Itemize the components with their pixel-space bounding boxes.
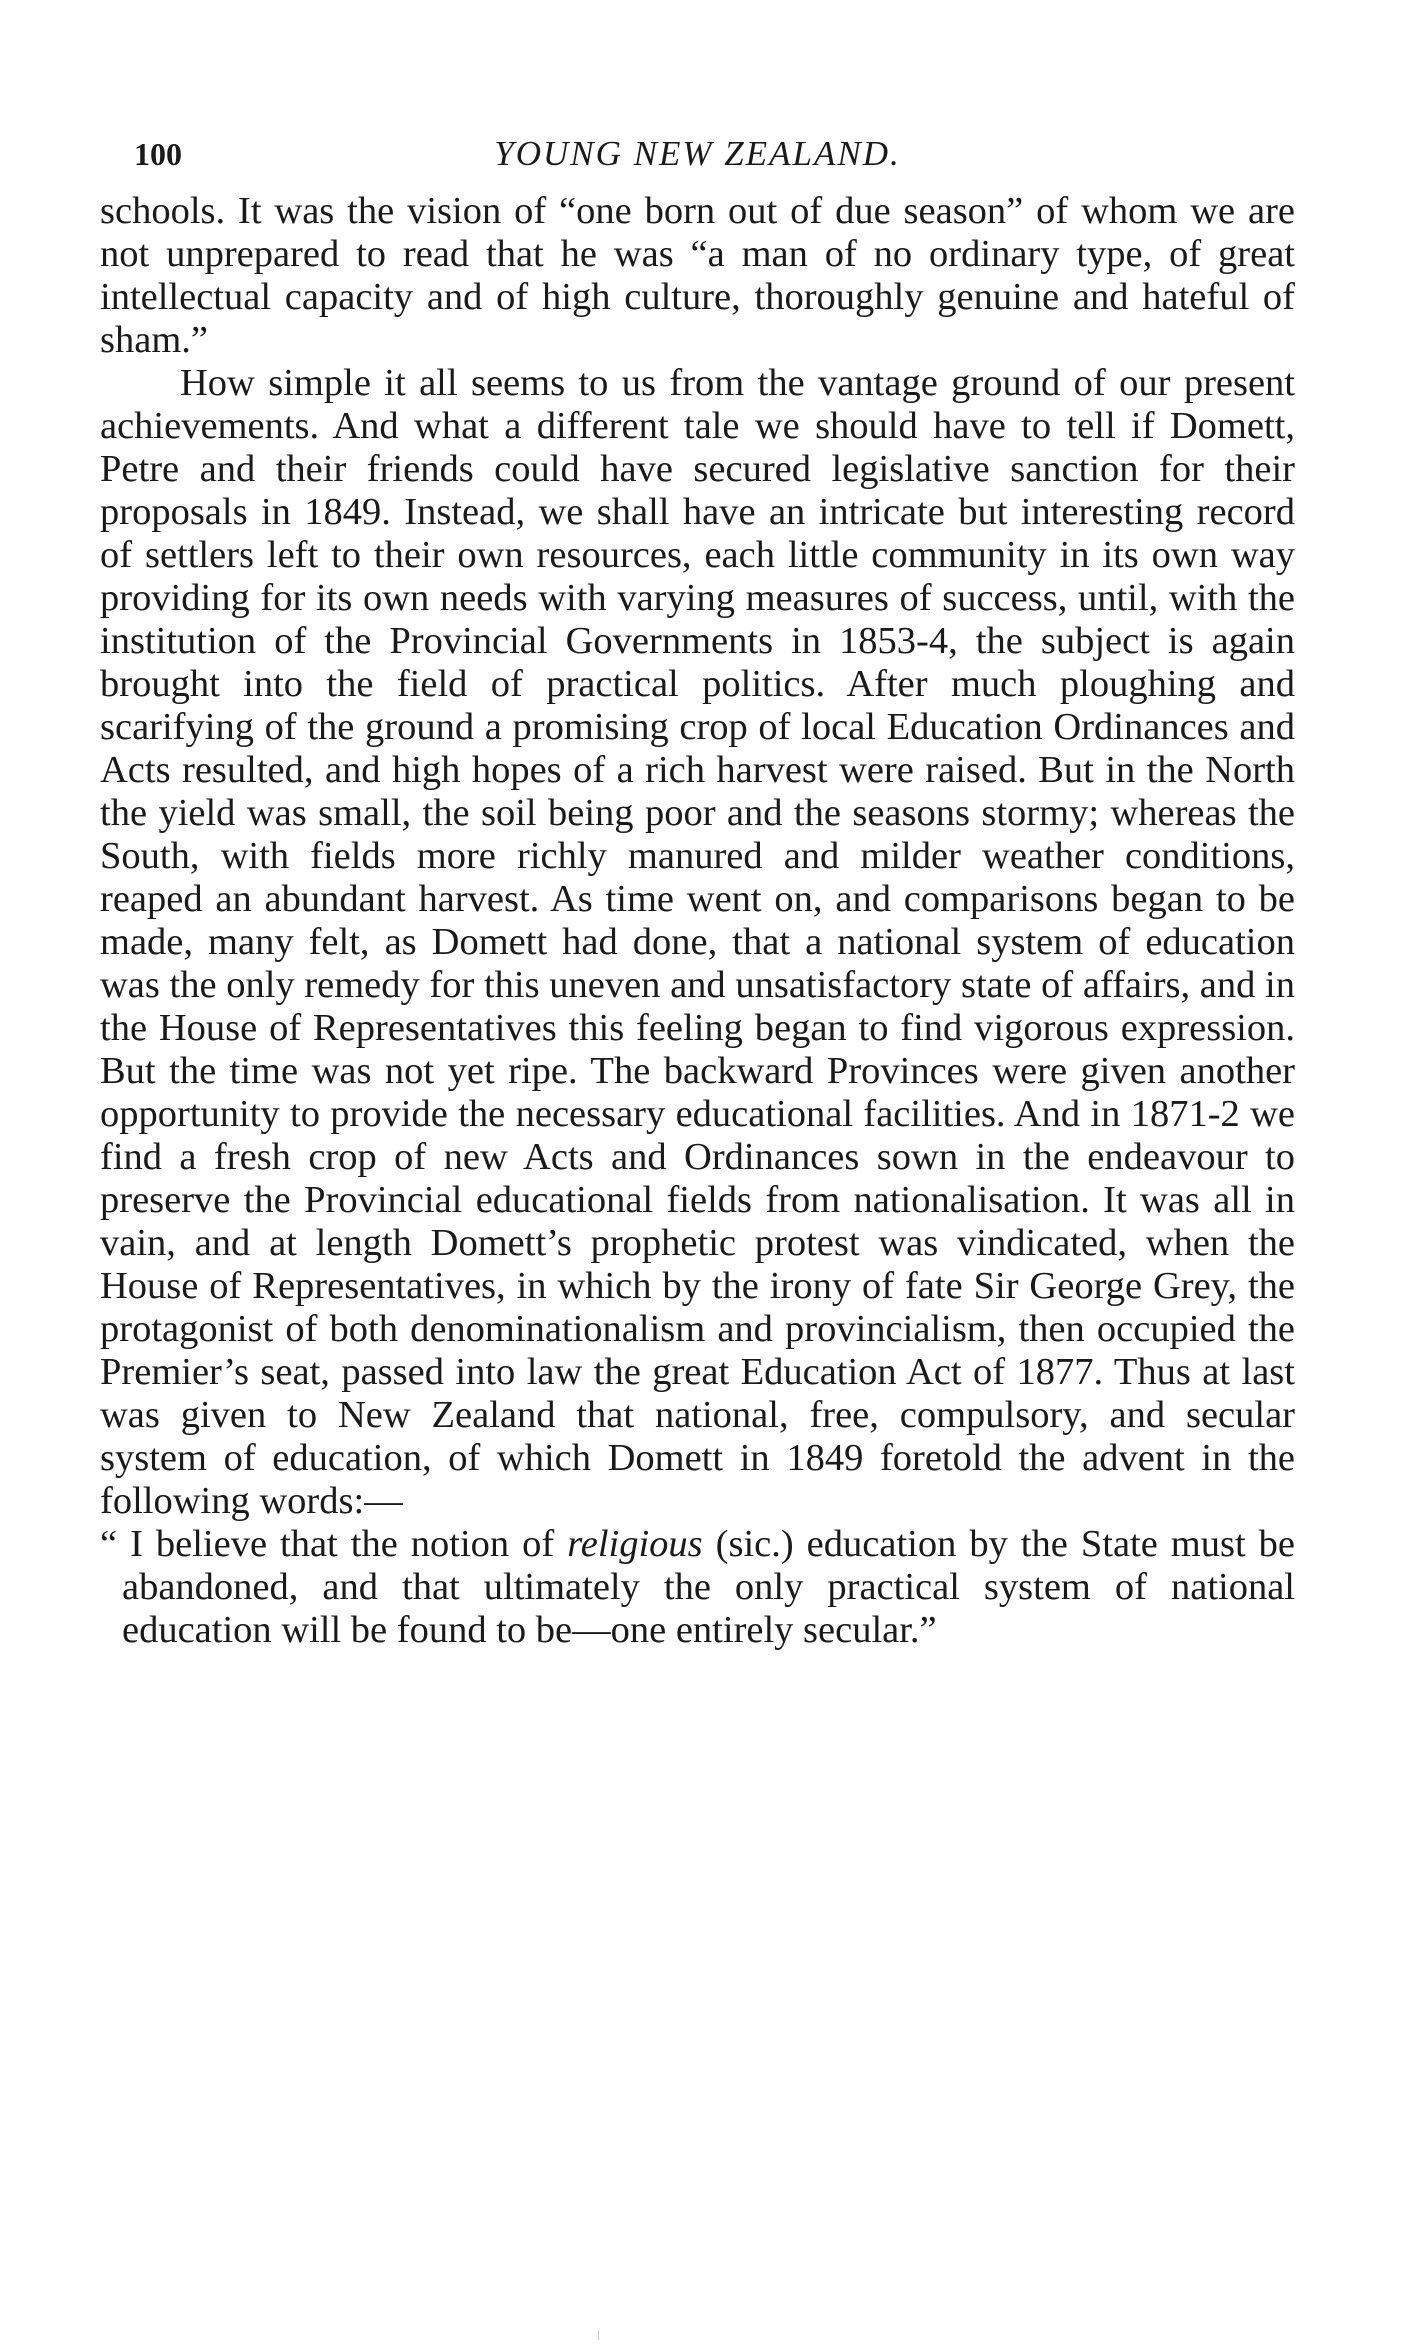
running-header xyxy=(100,130,1295,178)
page-number: 100 xyxy=(134,136,182,172)
block-quote xyxy=(100,1523,1295,1652)
paragraph-continuation: schools. It was the vision of “one born out of due season” of whom we are not unprepared to read that he was “a man of no ordinary type, of great intellectual capacity and of high culture, thoroughly genuine and hateful of sham.” xyxy=(100,190,1295,361)
page-edge-mark xyxy=(598,2330,599,2340)
book-page xyxy=(100,130,1295,1652)
quote-opening: “ I believe that the notion of xyxy=(100,1523,568,1565)
quote-emphasis: religious xyxy=(567,1523,703,1565)
running-title: YOUNG NEW ZEALAND. xyxy=(494,134,901,173)
body-text xyxy=(100,190,1295,1652)
quote-rest: (sic.) education by the State must be abandoned, and that ultimately the only practical system of national education will be found to be—one entirely secular.” xyxy=(122,1523,1295,1651)
paragraph-main: How simple it all seems to us from the vantage ground of our present achievements. And what a different tale we should have to tell if Domett, Petre and their friends could have secured legislative sanction for their proposals in 1849. Instead, we shall have an intricate but interesting record of settlers left to their own resources, each little community in its own way providing for its own needs with varying measures of success, until, with the institution of the Provincial Governments in 1853-4, the subject is again brought into the field of practical politics. After much ploughing and scarifying of the ground a promising crop of local Education Ordinances and Acts resulted, and high hopes of a rich harvest were raised. But in the North the yield was small, the soil being poor and the seasons stormy; whereas the South, with fields more richly manured and milder weather conditions, reaped an abundant harvest. As time went on, and comparisons began to be made, many felt, as Domett had done, that a national system of education was the only remedy for this uneven and unsatisfactory state of affairs, and in the House of Representatives this feeling began to find vigorous expression. But the time was not yet ripe. The backward Provinces were given another opportunity to provide the necessary educational facilities. And in 1871-2 we find a fresh crop of new Acts and Ordinances sown in the endeavour to preserve the Provincial educational fields from nationalisation. It was all in vain, and at length Domett’s prophetic protest was vindicated, when the House of Representatives, in which by the irony of fate Sir George Grey, the protagonist of both denominationalism and provincialism, then occupied the Premier’s seat, passed into law the great Education Act of 1877. Thus at last was given to New Zealand that national, free, compulsory, and secular system of education, of which Domett in 1849 foretold the advent in the following words:— xyxy=(100,362,1295,1522)
